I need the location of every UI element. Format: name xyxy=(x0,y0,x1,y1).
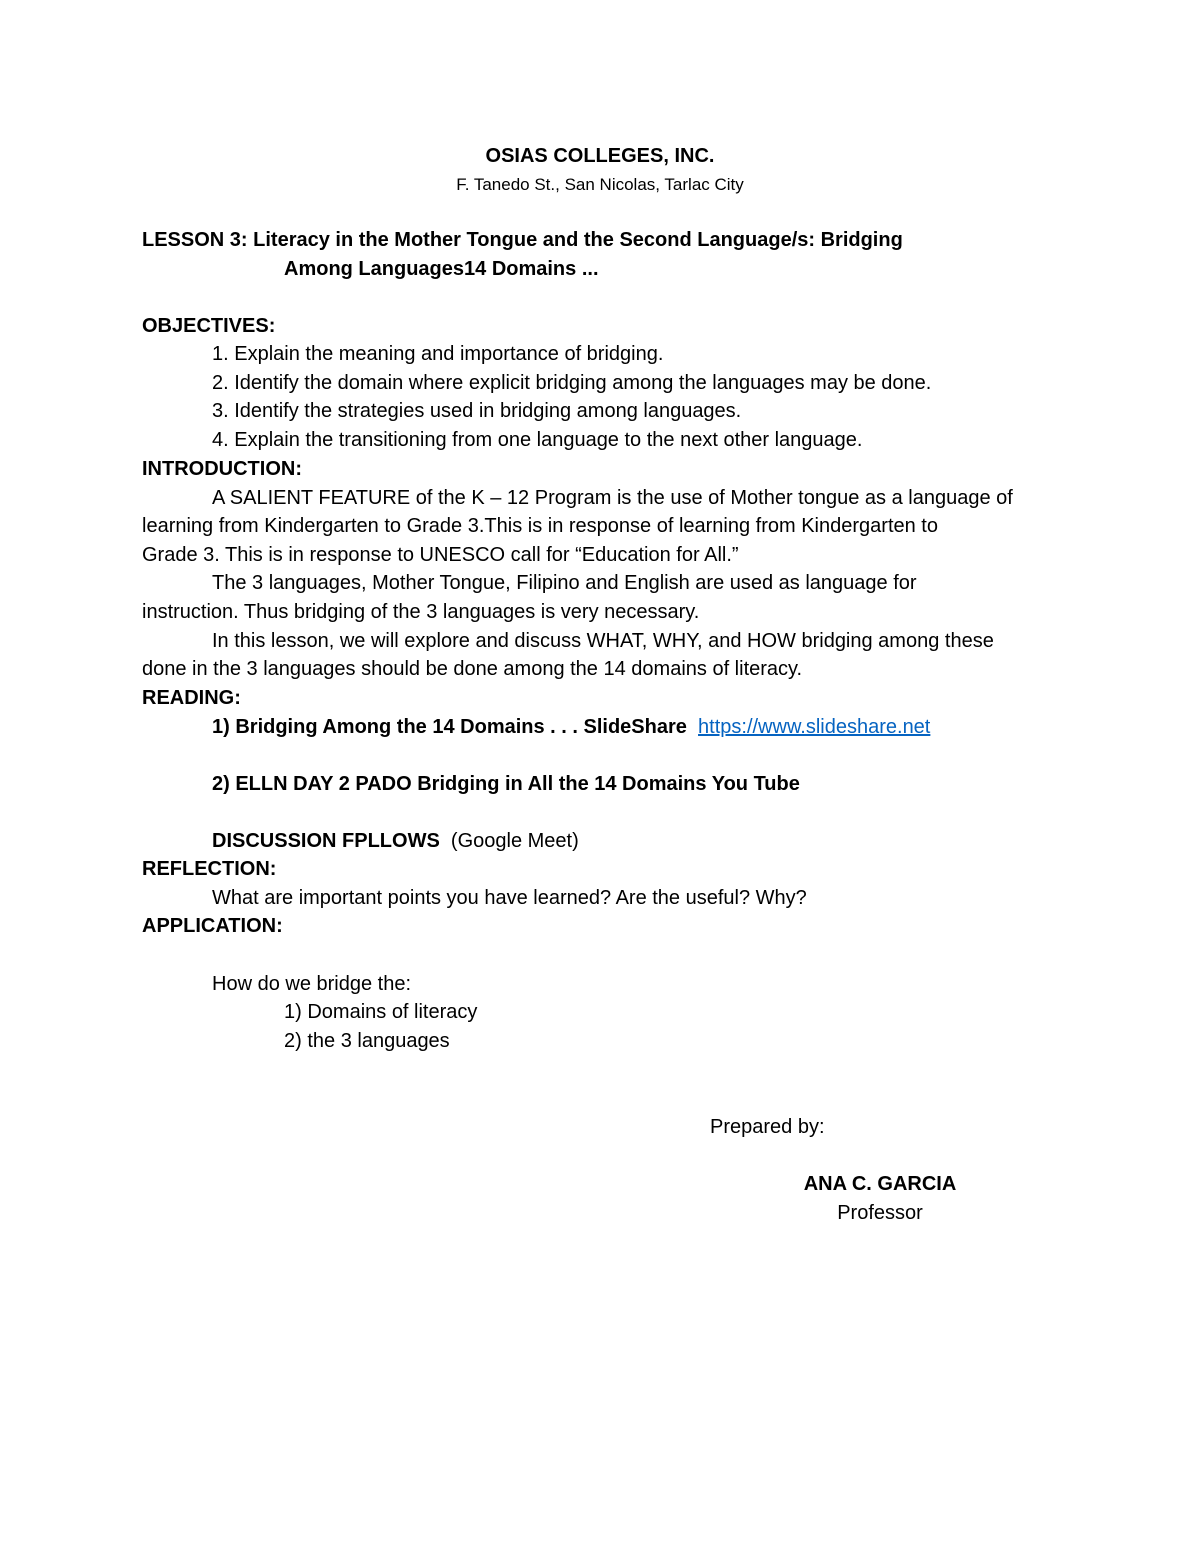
introduction-line: The 3 languages, Mother Tongue, Filipino and English are used as language for xyxy=(212,572,917,594)
discussion-note: (Google Meet) xyxy=(450,830,579,852)
slideshare-link[interactable]: https://www.slideshare.net xyxy=(698,716,931,738)
application-prompt: How do we bridge the: xyxy=(212,973,412,995)
discussion-label: DISCUSSION FPLLOWS xyxy=(212,830,440,852)
lesson-title-line2: Among Languages14 Domains ... xyxy=(284,258,599,280)
reflection-question: What are important points you have learned? Are the useful? Why? xyxy=(212,887,807,909)
application-item: 1) Domains of literacy xyxy=(284,1001,478,1023)
lesson-title-line1: LESSON 3: Literacy in the Mother Tongue and the Second Language/s: Bridging xyxy=(142,229,903,251)
introduction-heading: INTRODUCTION: xyxy=(142,458,302,480)
objective-item: 4. Explain the transitioning from one language to the next other language. xyxy=(212,429,863,451)
preparer-name: ANA C. GARCIA xyxy=(803,1173,957,1195)
institution-name: OSIAS COLLEGES, INC. xyxy=(485,145,715,167)
reading-item-2: 2) ELLN DAY 2 PADO Bridging in All the 14 Domains You Tube xyxy=(212,773,800,795)
reading-item-1-text: 1) Bridging Among the 14 Domains . . . SlideShare xyxy=(212,716,687,738)
objectives-heading: OBJECTIVES: xyxy=(142,315,276,337)
preparer-title: Professor xyxy=(837,1202,923,1224)
reflection-heading: REFLECTION: xyxy=(142,858,277,880)
application-item: 2) the 3 languages xyxy=(284,1030,450,1052)
objective-item: 1. Explain the meaning and importance of bridging. xyxy=(212,343,664,365)
application-heading: APPLICATION: xyxy=(142,915,283,937)
objective-item: 2. Identify the domain where explicit bridging among the languages may be done. xyxy=(212,372,932,394)
introduction-line: In this lesson, we will explore and discuss WHAT, WHY, and HOW bridging among these xyxy=(212,630,994,652)
introduction-line: learning from Kindergarten to Grade 3.This is in response of learning from Kindergarten to xyxy=(142,515,938,537)
reading-heading: READING: xyxy=(142,687,241,709)
objective-item: 3. Identify the strategies used in bridging among languages. xyxy=(212,400,742,422)
prepared-by-label: Prepared by: xyxy=(710,1116,825,1138)
introduction-line: instruction. Thus bridging of the 3 languages is very necessary. xyxy=(142,601,700,623)
discussion-line xyxy=(212,827,579,855)
introduction-line: A SALIENT FEATURE of the K – 12 Program is the use of Mother tongue as a language of xyxy=(212,487,1013,509)
reading-item-1 xyxy=(212,713,930,741)
introduction-line: done in the 3 languages should be done among the 14 domains of literacy. xyxy=(142,658,803,680)
introduction-line: Grade 3. This is in response to UNESCO call for “Education for All.” xyxy=(142,544,739,566)
institution-address: F. Tanedo St., San Nicolas, Tarlac City xyxy=(456,175,744,194)
